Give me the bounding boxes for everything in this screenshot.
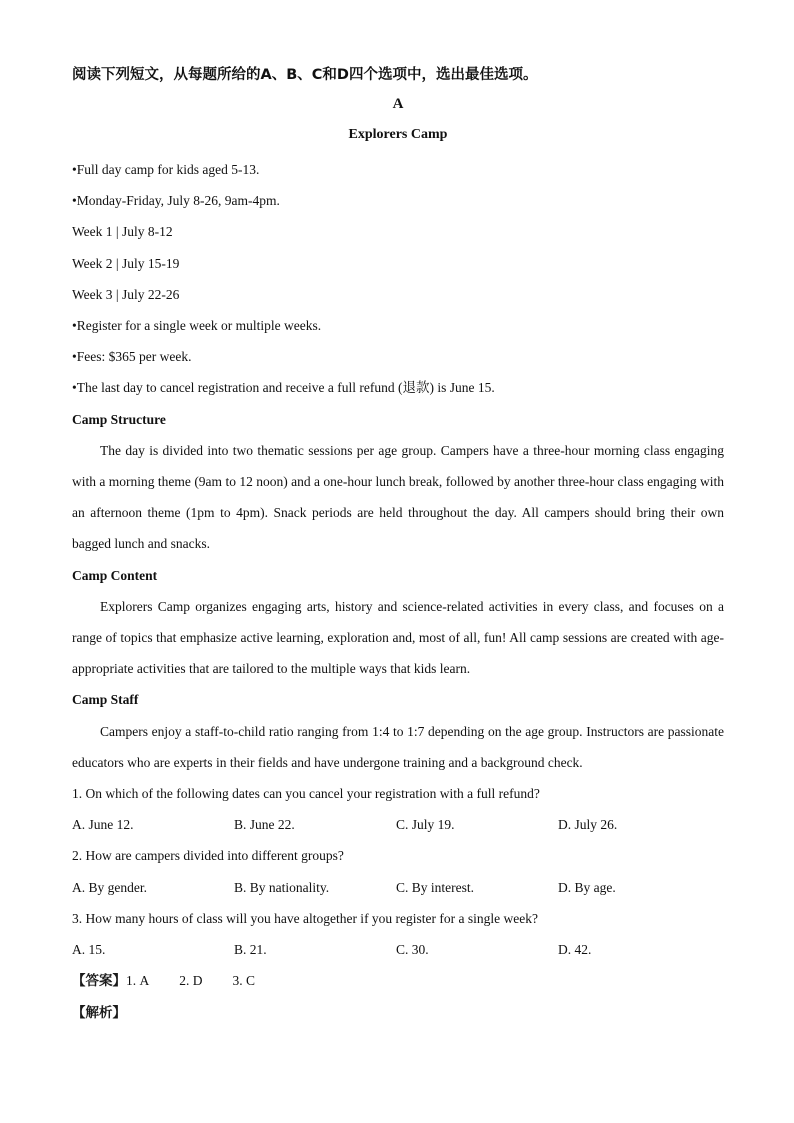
question-options — [72, 809, 724, 840]
section-camp-staff — [72, 684, 724, 778]
option-d: D. July 26. — [558, 817, 618, 833]
intro-line: Week 3 | July 22-26 — [72, 286, 180, 302]
intro-line: •Register for a single week or multiple weeks. — [72, 318, 322, 334]
answer-item: 2. D — [179, 973, 203, 989]
intro-line: •Full day camp for kids aged 5-13. — [72, 162, 260, 177]
option-b: B. June 22. — [234, 817, 295, 833]
analysis-label: 【解析】 — [72, 1005, 126, 1022]
option-c: C. July 19. — [396, 817, 455, 833]
section-camp-content — [72, 560, 724, 685]
intro-list — [72, 154, 724, 404]
question-text: 2. How are campers divided into different groups? — [72, 848, 344, 864]
intro-line: •The last day to cancel registration and receive a full refund (退款) is June 15. — [72, 380, 495, 396]
intro-line: Week 1 | July 8-12 — [72, 224, 173, 240]
option-a: A. By gender. — [72, 879, 147, 895]
intro-line: •Fees: $365 per week. — [72, 349, 192, 365]
section-letter: A — [392, 96, 404, 112]
option-d: D. By age. — [558, 879, 616, 895]
section-paragraph: Campers enjoy a staff-to-child ratio ranging from 1:4 to 1:7 depending on the age group. Instructors are passionate educators who are experts in their fields and have undergone training and a background check. — [72, 723, 724, 770]
answer-item: 1. A — [126, 973, 150, 989]
document-page — [72, 62, 724, 1030]
section-heading: Camp Content — [72, 567, 158, 583]
option-b: B. By nationality. — [234, 879, 330, 895]
section-paragraph: Explorers Camp organizes engaging arts, history and science-related activities in every class, and focuses on a range of topics that emphasize active learning, exploration and, most of all, fun! All camp sessions are created with age-appropriate activities that are tailored to the multiple ways that kids learn. — [72, 598, 724, 677]
question-text: 3. How many hours of class will you have altogether if you register for a single week? — [72, 910, 538, 926]
option-a: A. 15. — [72, 942, 106, 958]
analysis-row — [72, 997, 724, 1029]
option-d: D. 42. — [558, 942, 592, 958]
answer-item: 3. C — [232, 973, 256, 989]
option-a: A. June 12. — [72, 817, 134, 833]
intro-line: •Monday-Friday, July 8-26, 9am-4pm. — [72, 193, 280, 209]
option-c: C. 30. — [396, 942, 429, 958]
option-c: C. By interest. — [396, 879, 474, 895]
section-camp-structure — [72, 404, 724, 560]
section-heading: Camp Structure — [72, 411, 166, 427]
intro-line: Week 2 | July 15-19 — [72, 255, 180, 271]
section-heading: Camp Staff — [72, 692, 139, 708]
question-options — [72, 934, 724, 965]
question-options — [72, 872, 724, 903]
passage-title: Explorers Camp — [348, 127, 448, 142]
answer-row — [72, 965, 724, 997]
answer-label: 【答案】 — [72, 973, 126, 990]
option-b: B. 21. — [234, 942, 267, 958]
instruction-text: 阅读下列短文，从每题所给的A、B、C和D四个选项中，选出最佳选项。 — [72, 67, 538, 83]
question-2 — [72, 840, 724, 902]
question-1 — [72, 778, 724, 840]
question-3 — [72, 903, 724, 965]
section-paragraph: The day is divided into two thematic sessions per age group. Campers have a three-hour morning class engaging with a morning theme (9am to 12 noon) and a one-hour lunch break, followed by another three-hour class engaging with an afternoon theme (1pm to 4pm). Snack periods are held throughout the day. All campers should bring their own bagged lunch and snacks. — [72, 442, 724, 552]
question-text: 1. On which of the following dates can you cancel your registration with a full refund? — [72, 786, 540, 802]
